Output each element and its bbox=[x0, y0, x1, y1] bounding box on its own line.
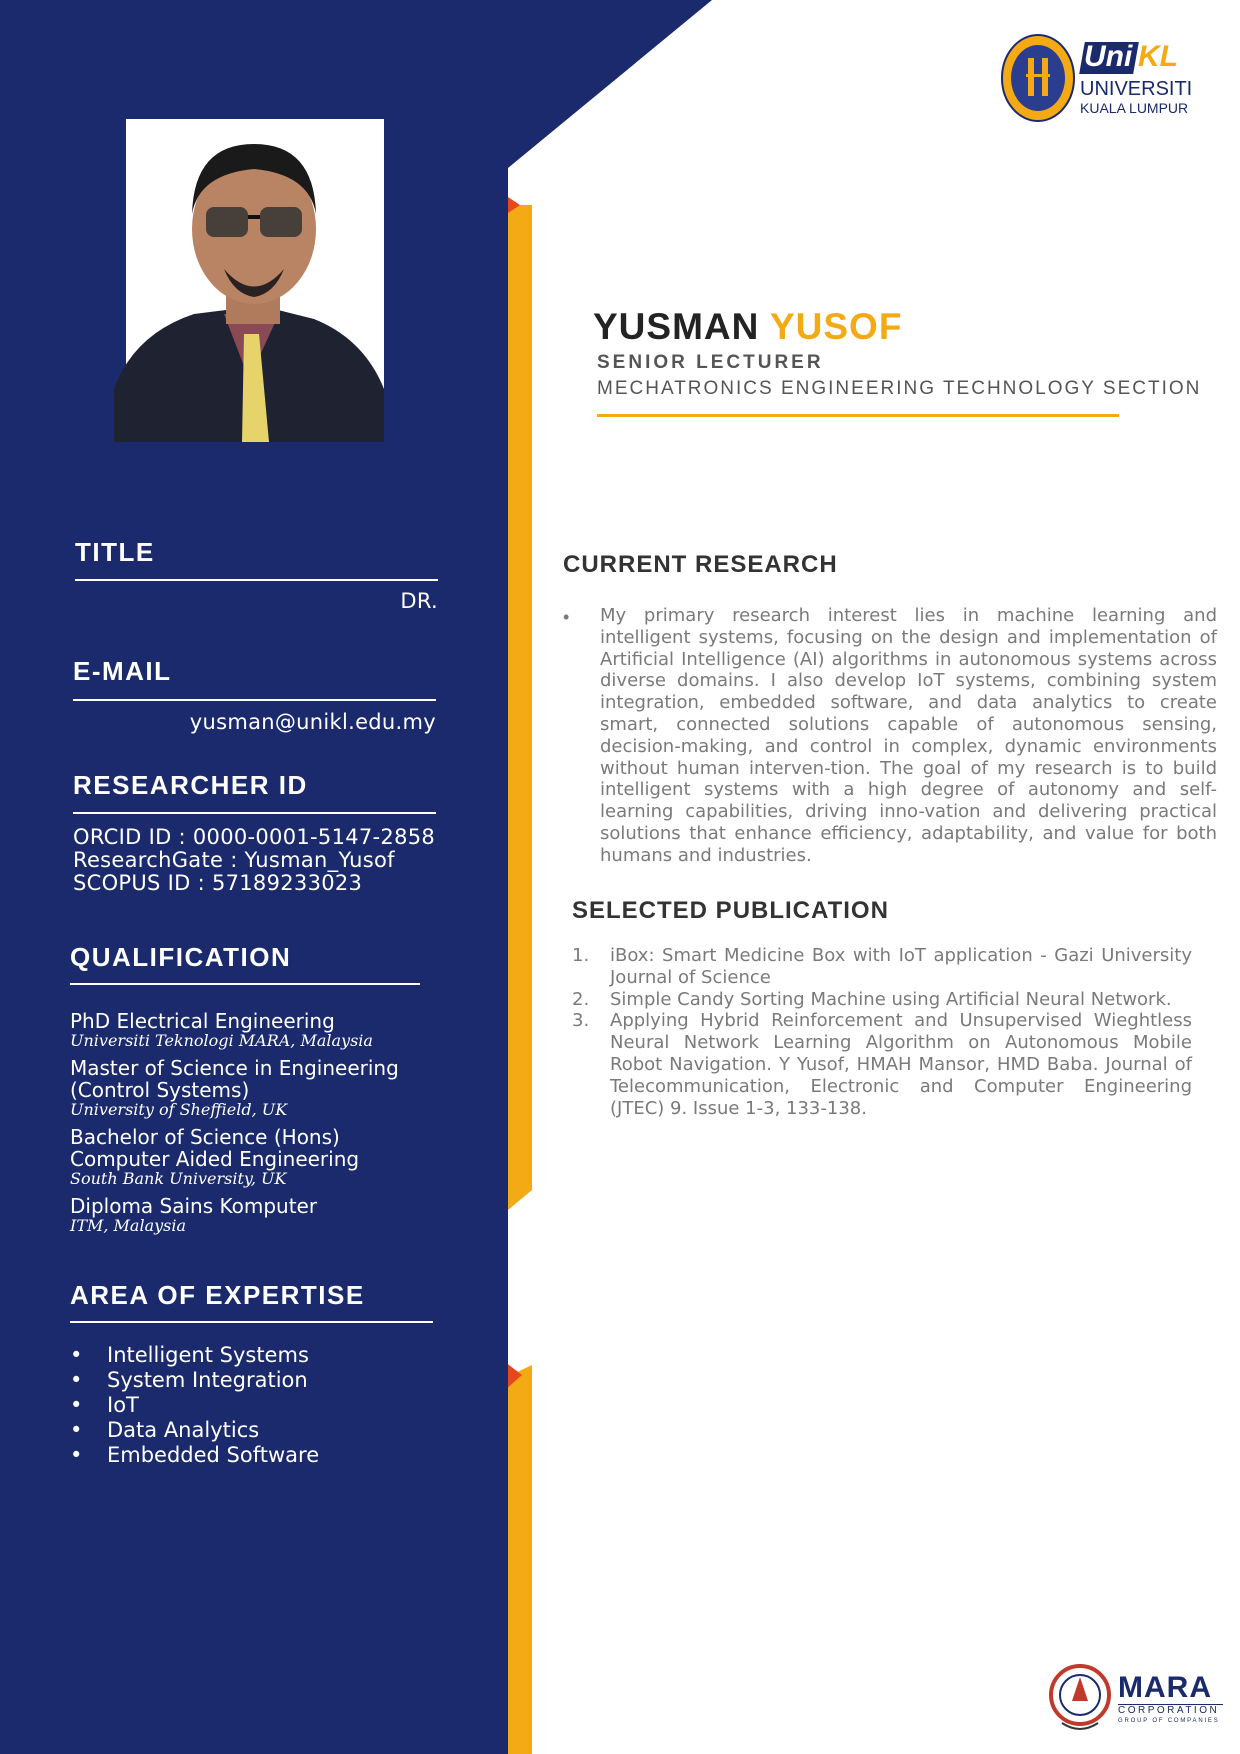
publication-list bbox=[572, 945, 1192, 1119]
first-name: YUSMAN bbox=[593, 306, 760, 347]
qualification-institution: ITM, Malaysia bbox=[70, 1216, 187, 1235]
group-text: GROUP OF COMPANIES bbox=[1118, 1718, 1220, 1724]
mara-crest-icon bbox=[1048, 1663, 1112, 1733]
qualification-list bbox=[70, 1010, 410, 1242]
selected-publication-heading: SELECTED PUBLICATION bbox=[572, 897, 889, 924]
qualification-institution: University of Sheffield, UK bbox=[70, 1100, 288, 1119]
name-underline bbox=[597, 414, 1119, 417]
list-item: 2. Simple Candy Sorting Machine using Artificial Neural Network. bbox=[572, 988, 1172, 1010]
researchgate-id: ResearchGate : Yusman_Yusof bbox=[73, 848, 395, 872]
email-value[interactable]: yusman@unikl.edu.my bbox=[189, 710, 436, 734]
profile-name bbox=[593, 306, 902, 348]
qualification-degree: Diploma Sains Komputer bbox=[70, 1194, 318, 1218]
qualification-divider bbox=[70, 983, 420, 985]
qualification-heading: QUALIFICATION bbox=[70, 942, 292, 972]
position-title: SENIOR LECTURER bbox=[597, 352, 824, 373]
logo-uni-text: Uni bbox=[1084, 40, 1133, 73]
qualification-degree: Master of Science in Engineering (Control Systems) bbox=[70, 1056, 399, 1102]
logo-kuala-lumpur-text: KUALA LUMPUR bbox=[1080, 100, 1189, 116]
current-research-text: My primary research interest lies in machine learning and intelligent systems, focusing on the design and implementation of Artificial Intelligence (AI) algorithms in autonomous systems across diverse domains. I also develop IoT systems, combining system integration, embedded software, and data analytics to create smart, connected solutions capable of autonomous sensing, decision-making, and control in complex, dynamic environments without human interven-tion. The goal of my research is to build intelligent systems with a high degree of autonomy and self-learning capabilities, driving inno-vation and delivering practical solutions that enhance efficiency, adaptability, and value for both humans and industries. bbox=[600, 605, 1217, 866]
scopus-id: SCOPUS ID : 57189233023 bbox=[73, 871, 363, 895]
expertise-heading: AREA OF EXPERTISE bbox=[70, 1280, 365, 1310]
researcher-id-divider bbox=[73, 812, 436, 814]
email-divider bbox=[73, 699, 436, 701]
qualification-item bbox=[70, 1057, 410, 1119]
list-item: • Embedded Software bbox=[70, 1443, 320, 1467]
list-item: 3. Applying Hybrid Reinforcement and Unsupervised Wieghtless Neural Network Learning Algorithm on Autonomous Mobile Robot Navigation. Y Yusof, HMAH Mansor, HMD Baba. Journal of Telecommunication, Electronic and Computer Engineering (JTEC) 9. Issue 1-3, 133-138. bbox=[572, 1010, 1192, 1119]
qualification-institution: Universiti Teknologi MARA, Malaysia bbox=[70, 1031, 373, 1050]
expertise-list bbox=[70, 1343, 430, 1468]
mara-text: MARA bbox=[1118, 1671, 1212, 1704]
unikl-crest-icon bbox=[1000, 34, 1076, 122]
unikl-logo bbox=[1000, 34, 1200, 124]
title-value: DR. bbox=[400, 589, 438, 613]
qualification-item bbox=[70, 1195, 410, 1235]
expertise-divider bbox=[70, 1321, 433, 1323]
profile-photo bbox=[126, 119, 384, 442]
research-bullet: • bbox=[563, 607, 570, 627]
researcher-id-list bbox=[73, 826, 473, 895]
researcher-id-heading: RESEARCHER ID bbox=[73, 770, 308, 800]
current-research-heading: CURRENT RESEARCH bbox=[563, 551, 838, 578]
list-item: • System Integration bbox=[70, 1368, 308, 1392]
corporation-text: CORPORATION bbox=[1118, 1704, 1223, 1717]
mara-corporation-logo bbox=[1118, 1672, 1223, 1728]
logo-kl-text: KL bbox=[1138, 40, 1178, 73]
last-name: YUSOF bbox=[769, 306, 903, 347]
qualification-institution: South Bank University, UK bbox=[70, 1169, 287, 1188]
qualification-item bbox=[70, 1126, 410, 1188]
title-divider bbox=[75, 579, 438, 581]
section-name: MECHATRONICS ENGINEERING TECHNOLOGY SECTION bbox=[597, 378, 1202, 399]
list-item: • Data Analytics bbox=[70, 1418, 260, 1442]
qualification-degree: PhD Electrical Engineering bbox=[70, 1009, 335, 1033]
list-item: 1. iBox: Smart Medicine Box with IoT application - Gazi University Journal of Science bbox=[572, 945, 1192, 988]
qualification-item bbox=[70, 1010, 410, 1050]
email-heading: E-MAIL bbox=[73, 656, 172, 686]
qualification-degree: Bachelor of Science (Hons) Computer Aided Engineering bbox=[70, 1125, 360, 1171]
logo-universiti-text: UNIVERSITI bbox=[1080, 78, 1193, 100]
list-item: • IoT bbox=[70, 1393, 139, 1417]
title-heading: TITLE bbox=[75, 537, 155, 567]
list-item: • Intelligent Systems bbox=[70, 1343, 309, 1367]
orcid-id: ORCID ID : 0000-0001-5147-2858 bbox=[73, 825, 436, 849]
